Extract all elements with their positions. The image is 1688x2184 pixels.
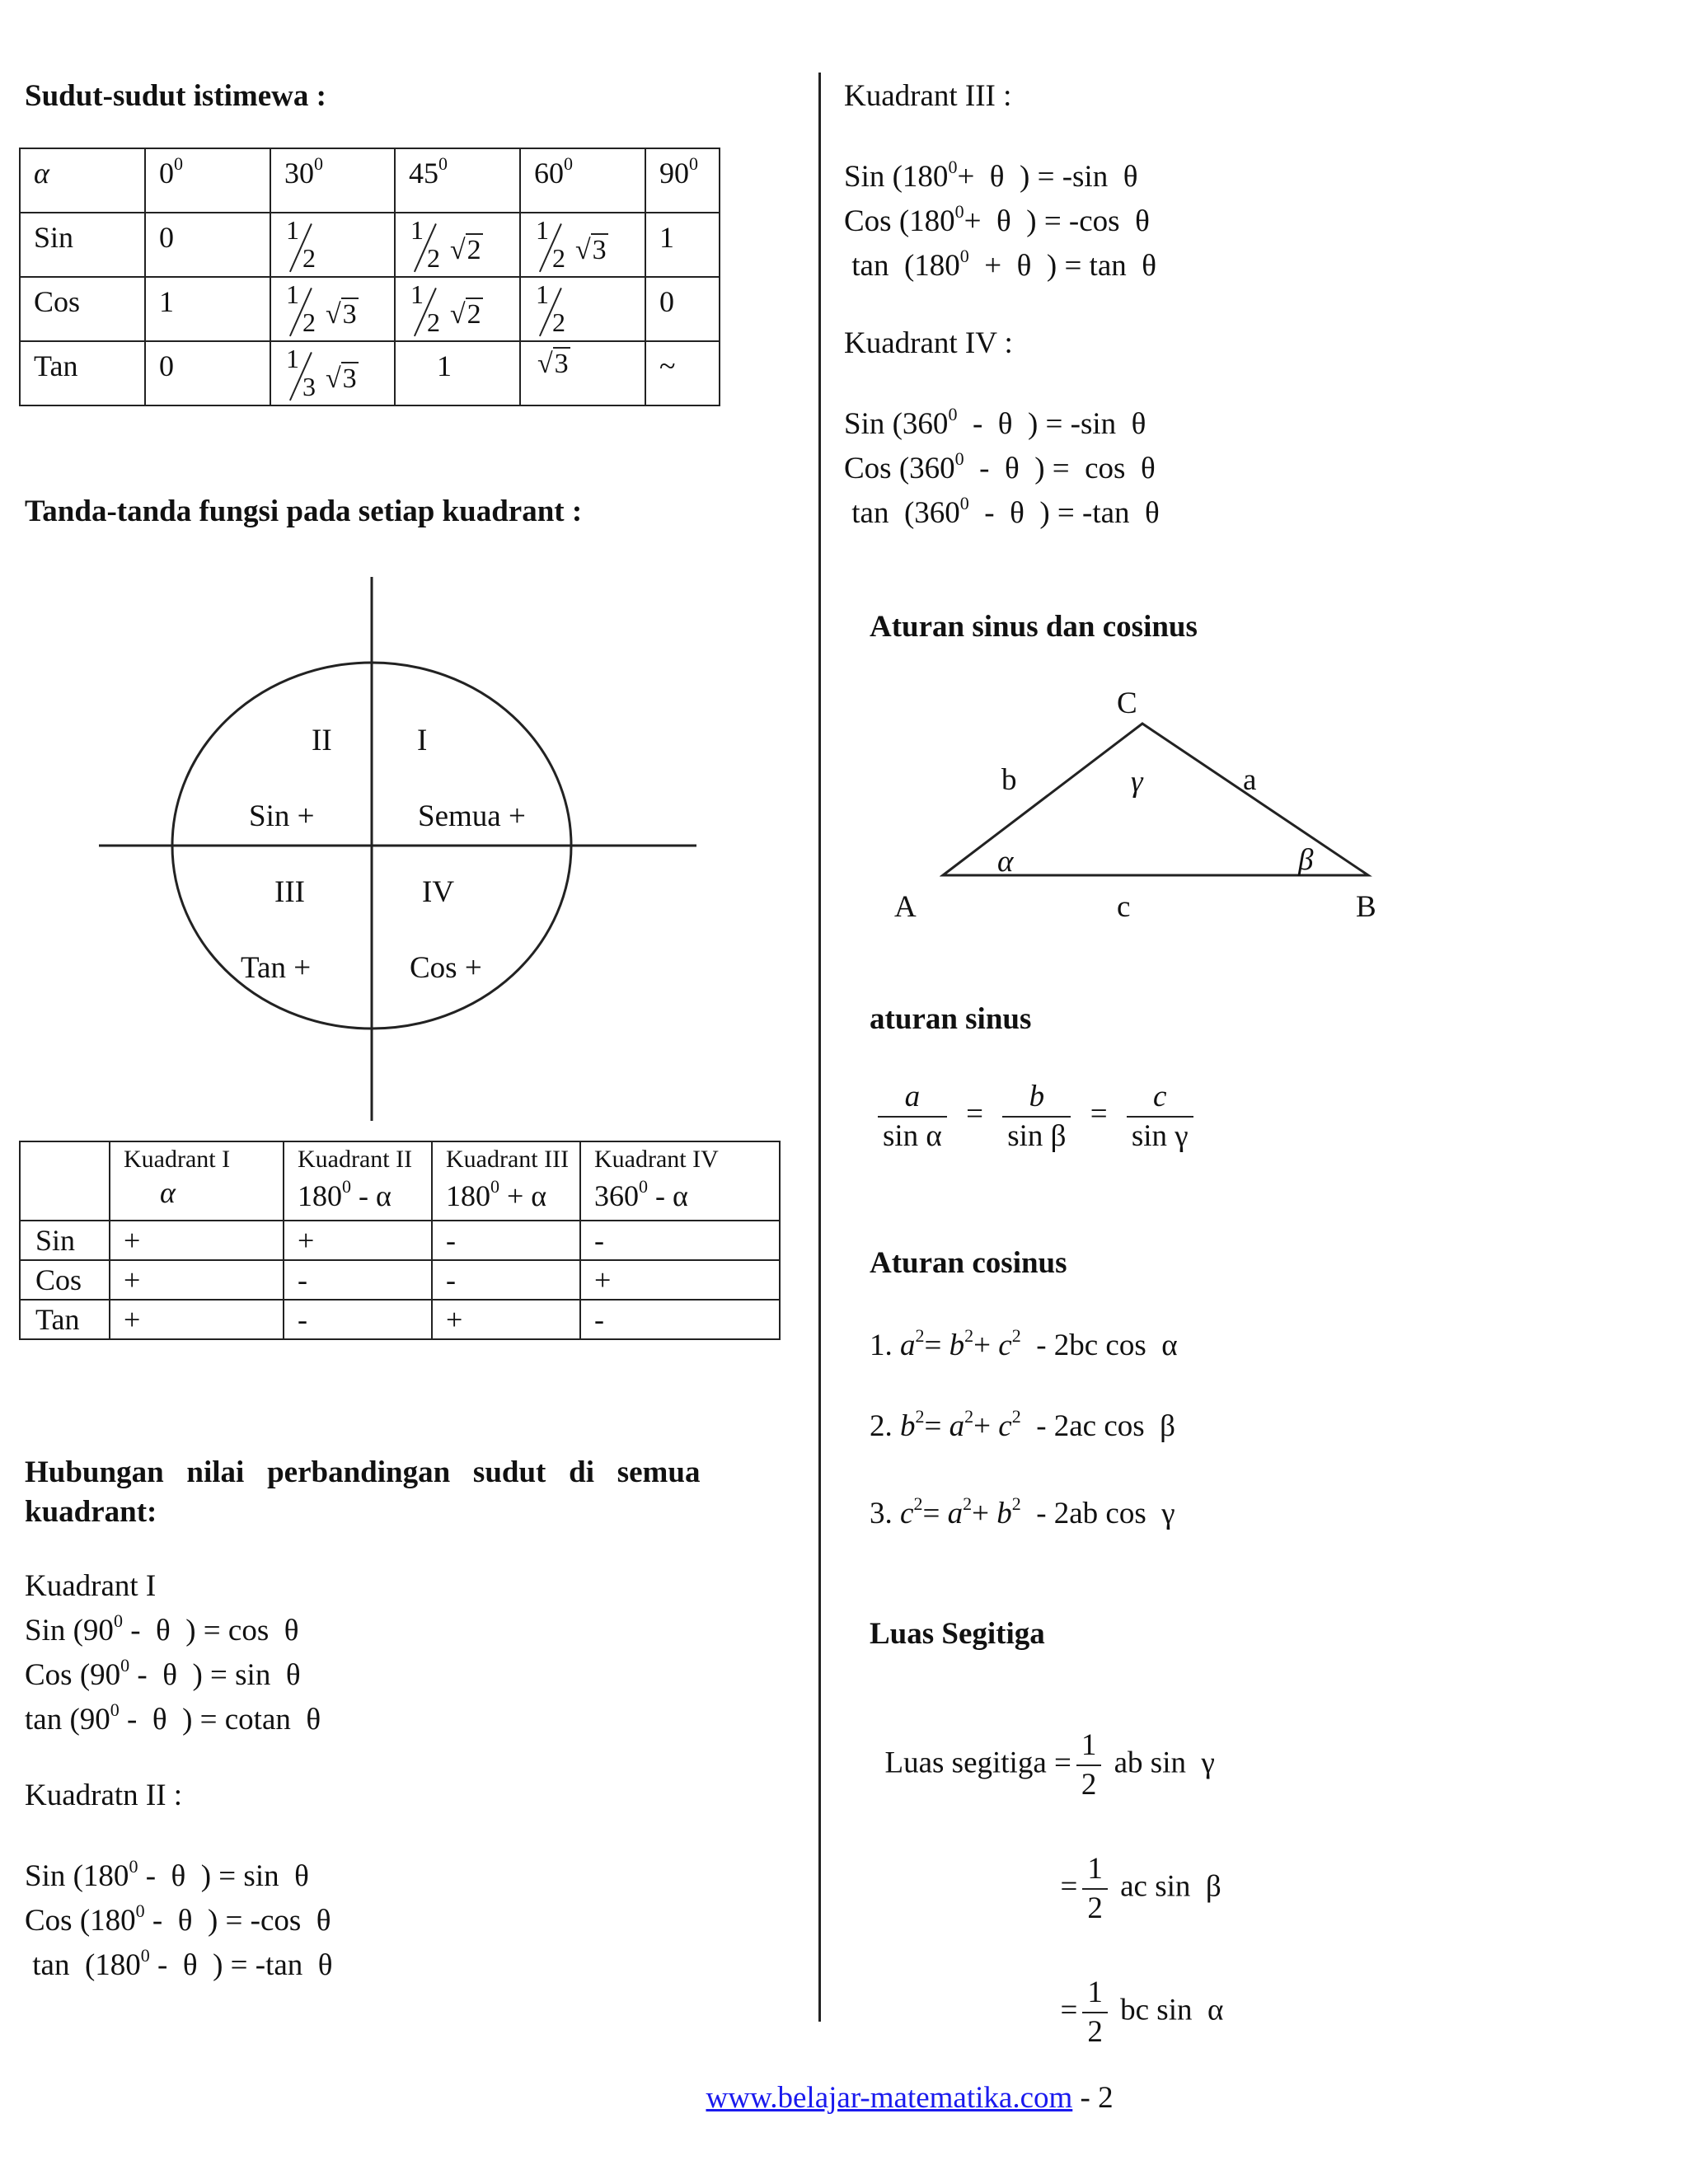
quadrant-ii-label: II bbox=[312, 724, 332, 757]
kuadrant-iv-title: Kuadrant IV : bbox=[844, 326, 1013, 360]
table-cell: - bbox=[284, 1300, 432, 1339]
kuadrant-i-title: Kuadrant I bbox=[25, 1569, 157, 1603]
table-cell: 1 bbox=[145, 277, 270, 341]
identity-line: $\tan (180^0$ - θ ) = -tan θ bbox=[25, 1945, 333, 1982]
table-row bbox=[20, 1300, 780, 1339]
kuadrant-ii-title: Kuadratn II : bbox=[25, 1779, 183, 1812]
table-cell: + bbox=[432, 1300, 580, 1339]
area-formula-line: = $\frac{1}{2}$ bc sin α bbox=[1060, 1975, 1224, 2049]
table-cell: Cos bbox=[20, 1260, 110, 1300]
column-divider bbox=[818, 73, 821, 2022]
special-angles-table bbox=[19, 148, 720, 406]
cosine-rule-line: 2. $b^2= a^2+ c^2 - 2ac$ cos β bbox=[870, 1406, 1175, 1443]
table-header-cell: $30^0$ bbox=[270, 148, 395, 213]
quadrant-diagram bbox=[91, 569, 709, 1129]
area-heading: Luas Segitiga bbox=[870, 1617, 1045, 1651]
table-header-cell: $90^0$ bbox=[645, 148, 720, 213]
area-formula-line: Luas segitiga = $\frac{1}{2}$ ab sin γ bbox=[884, 1728, 1215, 1802]
table-cell: - bbox=[432, 1260, 580, 1300]
identity-line: Sin ($180^0+ \theta$ ) = -sin θ bbox=[844, 157, 1138, 194]
table-cell: 1 2 bbox=[270, 213, 395, 277]
website-link[interactable]: www.belajar-matematika.com bbox=[706, 2081, 1073, 2115]
table-row bbox=[20, 277, 720, 341]
area-formula-line: = $\frac{1}{2}$ ac sin β bbox=[1060, 1852, 1221, 1925]
table-cell: 1 2 √2 bbox=[395, 213, 520, 277]
vertex-c-label: C bbox=[1117, 687, 1137, 720]
quadrant-ii-sign: Sin + bbox=[249, 799, 315, 833]
side-b-label: b bbox=[1001, 763, 1017, 797]
table-header-cell: Kuadrant IV $360^0$ - α bbox=[580, 1141, 780, 1221]
quadrant-sign-table bbox=[19, 1141, 781, 1340]
table-cell: + bbox=[110, 1260, 284, 1300]
cosine-rule-heading: Aturan cosinus bbox=[870, 1246, 1067, 1280]
relation-heading-cont: kuadrant: bbox=[25, 1495, 157, 1529]
kuadrant-iii-title: Kuadrant III : bbox=[844, 79, 1012, 113]
table-cell: 1 2 √2 bbox=[395, 277, 520, 341]
identity-line: $\tan (180^0 + \theta$ ) = tan θ bbox=[844, 246, 1156, 283]
identity-line: Cos ($90^0$ - θ ) = sin θ bbox=[25, 1655, 301, 1692]
table-row bbox=[20, 213, 720, 277]
identity-line: Sin ($90^0$ - θ ) = cos θ bbox=[25, 1610, 299, 1647]
alpha-label: α bbox=[997, 845, 1014, 879]
table-cell: Cos bbox=[20, 277, 145, 341]
table-cell: 1 bbox=[395, 341, 520, 405]
sine-rule-formula: $\frac{a}{\text{sin α}}$ = $\frac{b}{\text{sin β}}$ = $\frac{c}{\text{sin γ}}$ bbox=[878, 1078, 1193, 1155]
quadrant-i-sign: Semua + bbox=[418, 799, 526, 833]
special-angles-heading: Sudut-sudut istimewa : bbox=[25, 79, 326, 113]
table-cell: 1 2 √3 bbox=[270, 277, 395, 341]
table-cell: + bbox=[110, 1300, 284, 1339]
table-cell: 0 bbox=[645, 277, 720, 341]
table-cell: √3 bbox=[520, 341, 645, 405]
table-cell: - bbox=[580, 1300, 780, 1339]
table-cell: - bbox=[580, 1221, 780, 1260]
quadrant-iv-sign: Cos + bbox=[410, 951, 482, 985]
footer bbox=[691, 2052, 1114, 2113]
table-header-cell bbox=[20, 1141, 110, 1221]
page-number: - 2 bbox=[1072, 2081, 1114, 2115]
table-header-cell: Kuadrant I α bbox=[110, 1141, 284, 1221]
table-header-cell: $45^0$ bbox=[395, 148, 520, 213]
vertex-b-label: B bbox=[1356, 890, 1376, 924]
beta-label: β bbox=[1298, 843, 1314, 877]
rules-heading: Aturan sinus dan cosinus bbox=[870, 610, 1198, 644]
table-cell: + bbox=[110, 1221, 284, 1260]
table-cell: 1 bbox=[645, 213, 720, 277]
quadrant-iii-label: III bbox=[274, 875, 305, 909]
table-cell: Tan bbox=[20, 341, 145, 405]
cosine-rule-line: 3. $c^2= a^2+ b^2 - 2ab$ cos γ bbox=[870, 1493, 1175, 1530]
table-header-cell: α bbox=[20, 148, 145, 213]
quadrant-iii-sign: Tan + bbox=[241, 951, 312, 985]
identity-line: Sin ($180^0$ - θ ) = sin θ bbox=[25, 1856, 309, 1893]
table-row bbox=[20, 1221, 780, 1260]
relation-heading: Hubungan nilai perbandingan sudut di semua bbox=[25, 1455, 701, 1489]
quadrant-i-label: I bbox=[417, 724, 428, 757]
table-cell: 1 3 √3 bbox=[270, 341, 395, 405]
signs-heading: Tanda-tanda fungsi pada setiap kuadrant : bbox=[25, 494, 583, 528]
table-cell: 1 2 √3 bbox=[520, 213, 645, 277]
identity-line: Cos ($360^0$ - θ ) = cos θ bbox=[844, 448, 1156, 485]
table-header-cell: $0^0$ bbox=[145, 148, 270, 213]
table-cell: - bbox=[432, 1221, 580, 1260]
identity-line: Cos ($180^0$ - θ ) = -cos θ bbox=[25, 1900, 331, 1938]
identity-line: $\tan (360^0$ - θ ) = -tan θ bbox=[844, 493, 1160, 530]
table-cell: - bbox=[284, 1260, 432, 1300]
quadrant-iv-label: IV bbox=[422, 875, 455, 909]
cosine-rule-line: 1. $a^2= b^2+ c^2 - 2bc$ cos α bbox=[870, 1325, 1178, 1362]
table-header-cell: Kuadrant II $180^0$ - α bbox=[284, 1141, 432, 1221]
table-row bbox=[20, 341, 720, 405]
side-a-label: a bbox=[1243, 763, 1257, 797]
table-cell: Tan bbox=[20, 1300, 110, 1339]
identity-line: Cos ($180^0+ \theta$ ) = -cos θ bbox=[844, 201, 1150, 238]
table-cell: Sin bbox=[20, 1221, 110, 1260]
table-header-cell: $60^0$ bbox=[520, 148, 645, 213]
sine-rule-heading: aturan sinus bbox=[870, 1002, 1032, 1036]
table-cell: + bbox=[580, 1260, 780, 1300]
table-cell: ~ bbox=[645, 341, 720, 405]
identity-line: Sin ($360^0$ - θ ) = -sin θ bbox=[844, 404, 1146, 441]
table-cell: + bbox=[284, 1221, 432, 1260]
table-cell: 0 bbox=[145, 213, 270, 277]
table-cell: 0 bbox=[145, 341, 270, 405]
side-c-label: c bbox=[1117, 890, 1131, 924]
table-cell: Sin bbox=[20, 213, 145, 277]
gamma-label: γ bbox=[1131, 765, 1143, 799]
identity-line: $\tan (90^0$ - θ ) = cotan θ bbox=[25, 1699, 321, 1736]
vertex-a-label: A bbox=[894, 890, 917, 924]
table-cell: 1 2 bbox=[520, 277, 645, 341]
table-header-cell: Kuadrant III $180^0 + \alpha$ bbox=[432, 1141, 580, 1221]
table-row bbox=[20, 1260, 780, 1300]
